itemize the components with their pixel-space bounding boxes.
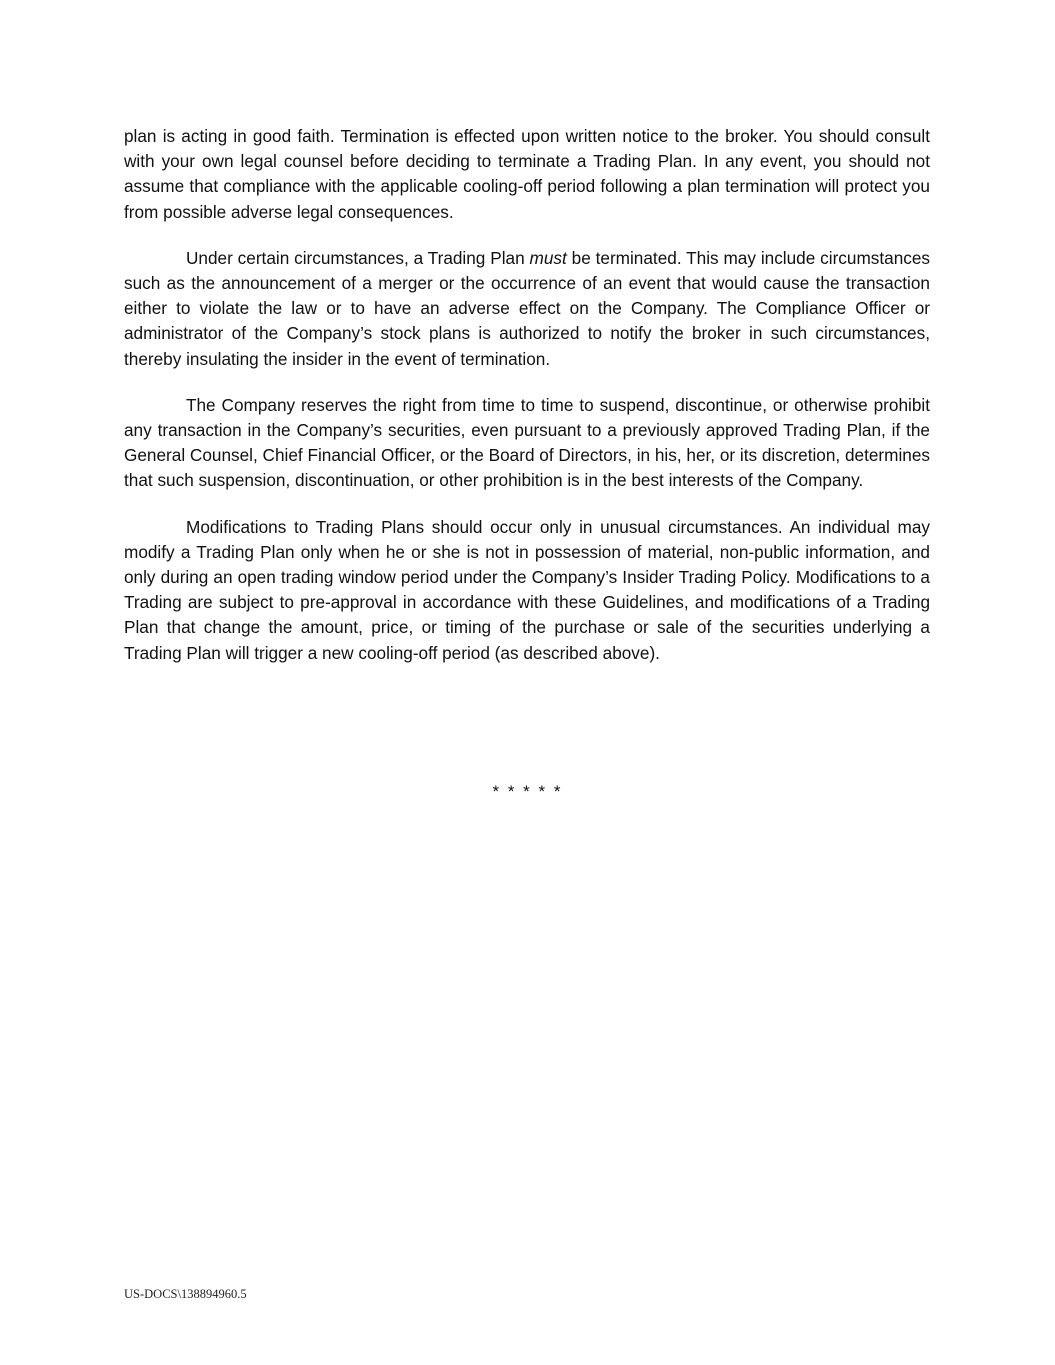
paragraph-company-rights [124, 393, 930, 494]
document-footer-id: US-DOCS\138894960.5 [124, 1287, 247, 1301]
paragraph-text: The Company reserves the right from time to time to suspend, discontinue, or otherwise prohibit any transaction in the Company’s securities, even pursuant to a previously approved Trading Plan, if the General Counsel, Chief Financial Officer, or the Board of Directors, in his, her, or its discretion, determines that such suspension, discontinuation, or other prohibition is in the best interests of the Company. [124, 394, 930, 491]
paragraph-modifications [124, 515, 930, 666]
document-body [124, 124, 930, 687]
paragraph-text: Modifications to Trading Plans should occur only in unusual circumstances. An individual may modify a Trading Plan only when he or she is not in possession of material, non-public information, and only during an open trading window period under the Company’s Insider Trading Policy. Modifications to a Trading are subject to pre-approval in accordance with these Guidelines, and modifications of a Trading Plan that change the amount, price, or timing of the purchase or sale of the securities underlying a Trading Plan will trigger a new cooling-off period (as described above). [124, 516, 930, 663]
paragraph-text: be terminated. This may include circumstances such as the announcement of a merger or the occurrence of an event that would cause the transaction either to violate the law or to have an adverse effect on the Company. The Compliance Officer or administrator of the Company’s stock plans is authorized to notify the broker in such circumstances, thereby insulating the insider in the event of termination. [124, 247, 931, 369]
paragraph-mandatory-termination [124, 246, 930, 372]
paragraph-text: plan is acting in good faith. Termination is effected upon written notice to the broker. You should consult with your own legal counsel before deciding to terminate a Trading Plan. In any event, you should not assume that compliance with the applicable cooling-off period following a plan termination will protect you from possible adverse legal consequences. [124, 126, 930, 222]
paragraph-text: Under certain circumstances, a Trading Plan [186, 247, 530, 268]
section-separator: * * * * * [492, 782, 563, 801]
emphasis-must: must [529, 247, 567, 268]
paragraph-termination-notice [124, 124, 930, 225]
